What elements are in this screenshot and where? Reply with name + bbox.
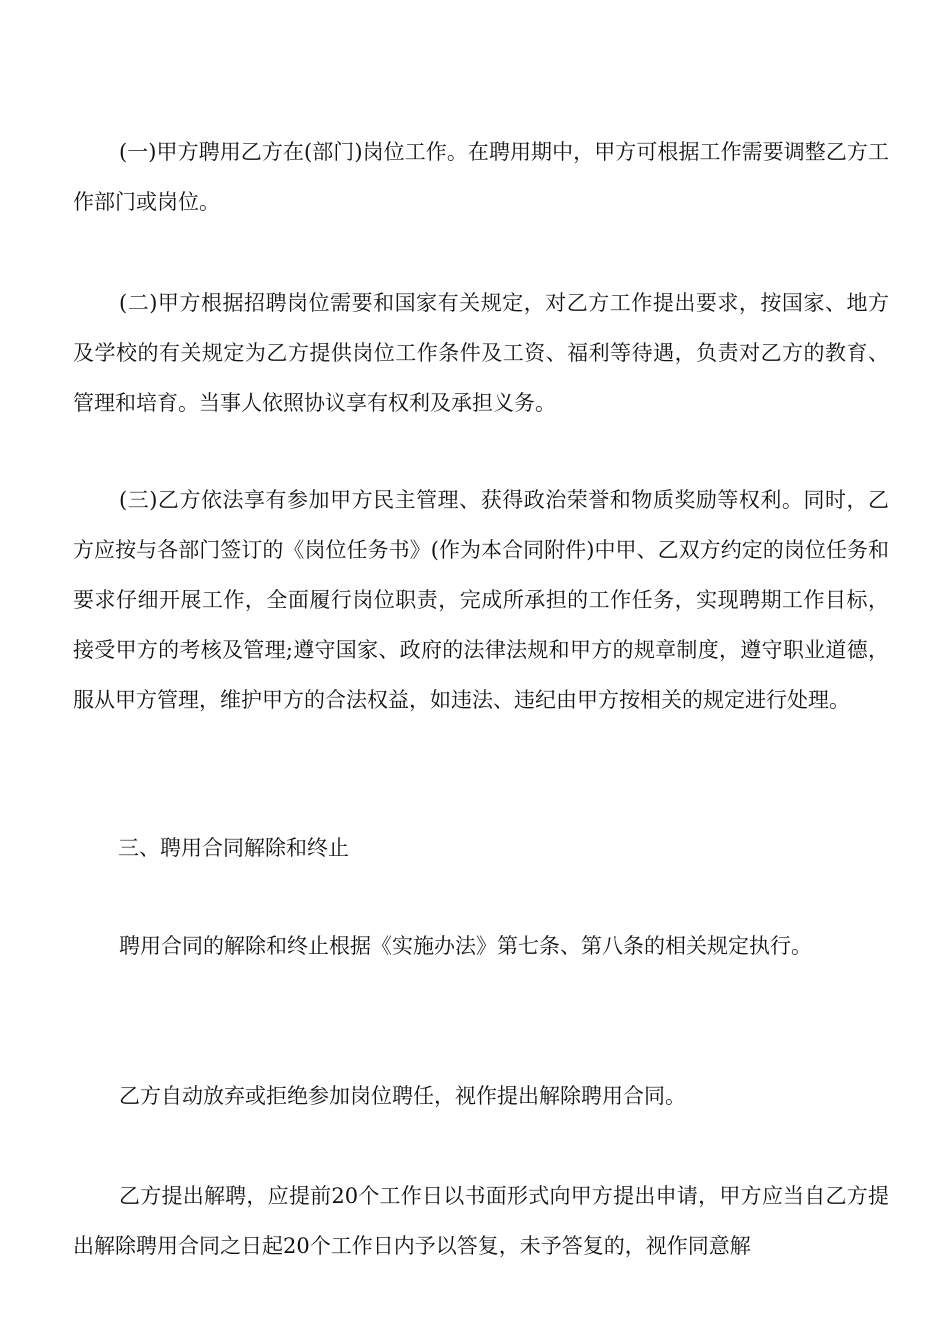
termination-paragraph-2: 乙方自动放弃或拒绝参加岗位聘任，视作提出解除聘用合同。	[119, 1084, 686, 1108]
section-heading: 三、聘用合同解除和终止	[118, 836, 349, 860]
termination-paragraph-1: 聘用合同的解除和终止根据《实施办法》第七条、第八条的相关规定执行。	[119, 934, 812, 958]
clause-paragraph-3: (三)乙方依法享有参加甲方民主管理、获得政治荣誉和物质奖励等权利。同时，乙方应按与各部门签订的《岗位任务书》(作为本合同附件)中甲、乙双方约定的岗位任务和要求仔细开展工作，全面履行岗位职责，完成所承担的工作任务，实现聘期工作目标，接受甲方的考核及管理;遵守国家、政府的法律法规和甲方的规章制度，遵守职业道德，服从甲方管理，维护甲方的合法权益，如违法、违纪由甲方按相关的规定进行处理。	[73, 488, 889, 712]
termination-paragraph-3: 乙方提出解聘，应提前20个工作日以书面形式向甲方提出申请，甲方应当自乙方提出解除聘用合同之日起20个工作日内予以答复，未予答复的，视作同意解	[73, 1184, 889, 1258]
clause-paragraph-1: (一)甲方聘用乙方在(部门)岗位工作。在聘用期中，甲方可根据工作需要调整乙方工作部门或岗位。	[73, 140, 889, 214]
clause-paragraph-2: (二)甲方根据招聘岗位需要和国家有关规定，对乙方工作提出要求，按国家、地方及学校的有关规定为乙方提供岗位工作条件及工资、福利等待遇，负责对乙方的教育、管理和培育。当事人依照协议享有权利及承担义务。	[73, 291, 889, 415]
